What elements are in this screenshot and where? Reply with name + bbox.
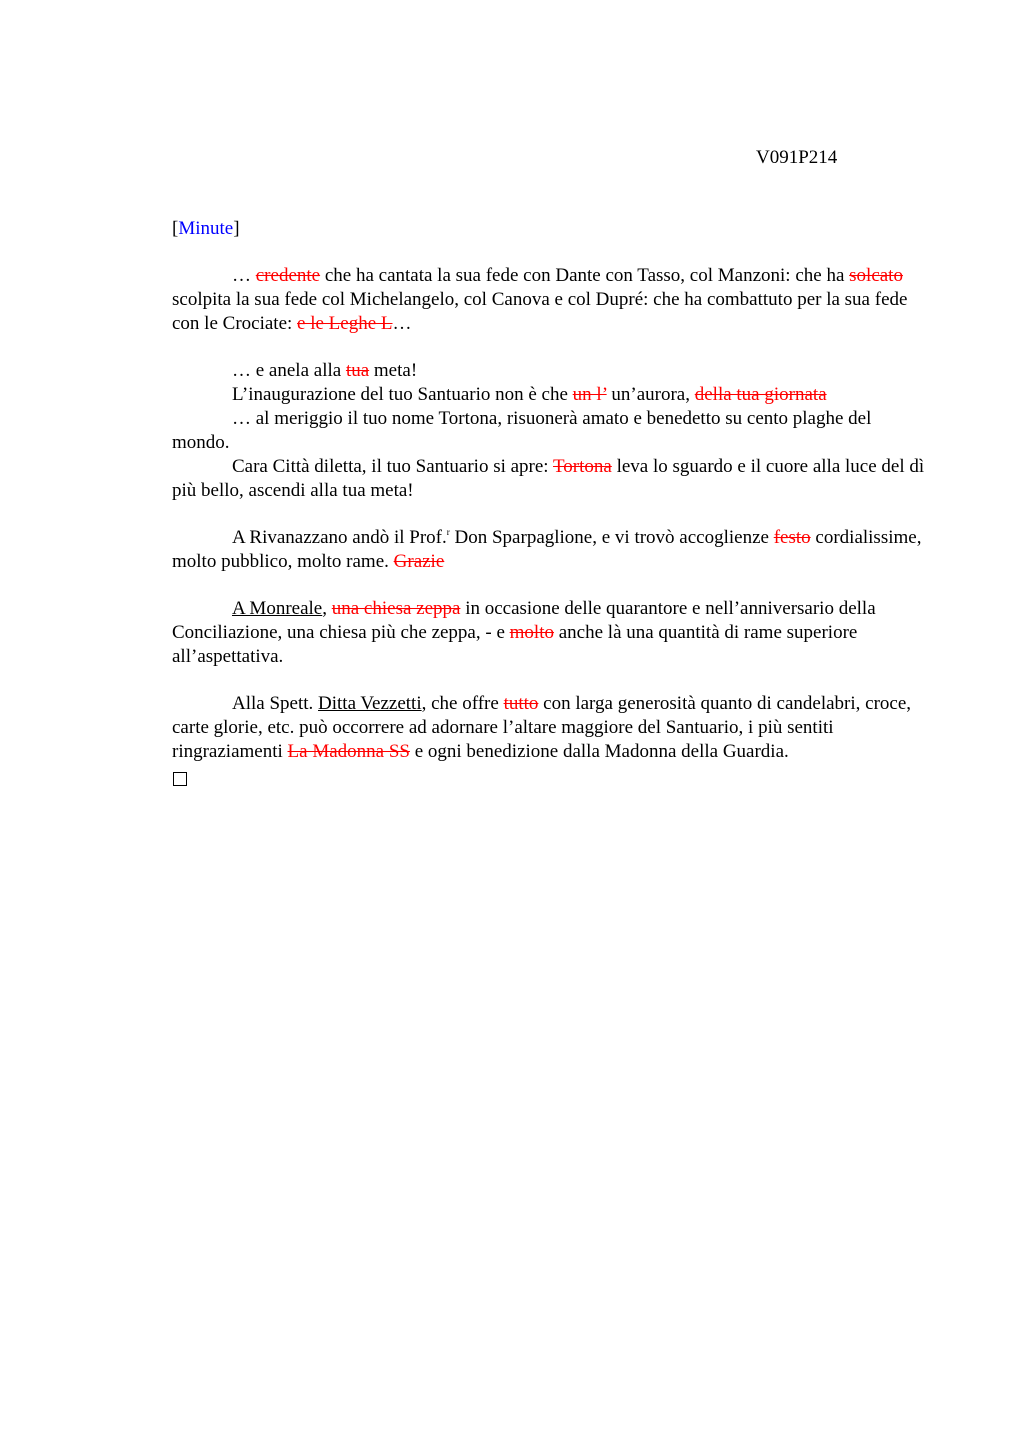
- text-run: …: [232, 265, 256, 286]
- text-run: … e anela alla: [232, 360, 346, 381]
- paragraph-6: [172, 526, 932, 574]
- text-run: ,: [322, 598, 332, 619]
- text-run: e ogni benedizione dalla Madonna della Guardia.: [409, 741, 789, 762]
- paragraph-7: [172, 597, 932, 669]
- spacer: [172, 241, 932, 264]
- paragraph-8: [172, 692, 932, 764]
- text-run: cordialissime, molto pubblico, molto rame.: [172, 527, 922, 572]
- text-run: leva lo sguardo e il cuore alla luce del dì più bello, ascendi alla tua meta!: [172, 456, 925, 501]
- underlined-text: Ditta Vezzetti: [318, 693, 422, 714]
- deleted-text: e le Leghe L: [297, 313, 393, 334]
- document-body: [172, 217, 932, 793]
- text-run: in occasione delle quarantore e nell’anniversario della Conciliazione, una chiesa più che zeppa, - e: [172, 598, 876, 643]
- deleted-text: molto: [509, 622, 554, 643]
- deleted-text: un l’: [572, 384, 607, 405]
- deleted-text: tutto: [503, 693, 539, 714]
- text-run: , che offre: [421, 693, 504, 714]
- deleted-text: La Madonna SS: [287, 741, 410, 762]
- spacer: [172, 336, 932, 359]
- text-run: che ha cantata la sua fede con Dante con Tasso, col Manzoni: che ha: [320, 265, 850, 286]
- text-run: con larga generosità quanto di candelabri, croce, carte glorie, etc. può occorrere ad adornare l’altare maggiore del Santuario, i più sentiti ringraziamenti: [172, 693, 912, 762]
- deleted-text: Tortona: [553, 456, 612, 477]
- superscript: r: [446, 527, 450, 537]
- text-run: Alla Spett.: [232, 693, 319, 714]
- deleted-text: della tua giornata: [694, 384, 827, 405]
- text-run: meta!: [369, 360, 418, 381]
- paragraph-2: [172, 359, 932, 383]
- text-run: Don Sparpaglione, e vi trovò accoglienze: [449, 527, 774, 548]
- text-run: scolpita la sua fede col Michelangelo, col Canova e col Dupré: che ha combattuto per la sua fede con le Crociate:: [172, 289, 908, 334]
- paragraph-1: [172, 264, 932, 336]
- deleted-text: una chiesa zeppa: [331, 598, 461, 619]
- empty-box-icon: [173, 772, 187, 786]
- text-run: … al meriggio il tuo nome Tortona, risuonerà amato e benedetto su cento plaghe del mondo.: [172, 408, 872, 453]
- text-run: L’inaugurazione del tuo Santuario non è che: [232, 384, 573, 405]
- spacer: [172, 669, 932, 692]
- section-heading: [Minute]: [172, 218, 240, 239]
- text-run: …: [392, 313, 412, 334]
- deleted-text: Grazie: [393, 551, 445, 572]
- paragraph-3: [172, 383, 932, 407]
- paragraph-5: [172, 455, 932, 503]
- paragraph-4: [172, 407, 932, 455]
- spacer: [172, 503, 932, 526]
- deleted-text: solcato: [849, 265, 903, 286]
- deleted-text: tua: [345, 360, 370, 381]
- text-run: A Rivanazzano andò il Prof.: [232, 527, 447, 548]
- text-run: un’aurora,: [606, 384, 695, 405]
- spacer: [172, 574, 932, 597]
- text-run: anche là una quantità di rame superiore all’aspettativa.: [172, 622, 858, 667]
- end-box-row: [172, 764, 932, 793]
- underlined-text: A Monreale: [232, 598, 323, 619]
- deleted-text: festo: [773, 527, 811, 548]
- page-id: V091P214: [756, 147, 838, 168]
- text-run: Cara Città diletta, il tuo Santuario si apre:: [232, 456, 553, 477]
- section-label: Minute: [178, 218, 234, 239]
- deleted-text: credente: [255, 265, 321, 286]
